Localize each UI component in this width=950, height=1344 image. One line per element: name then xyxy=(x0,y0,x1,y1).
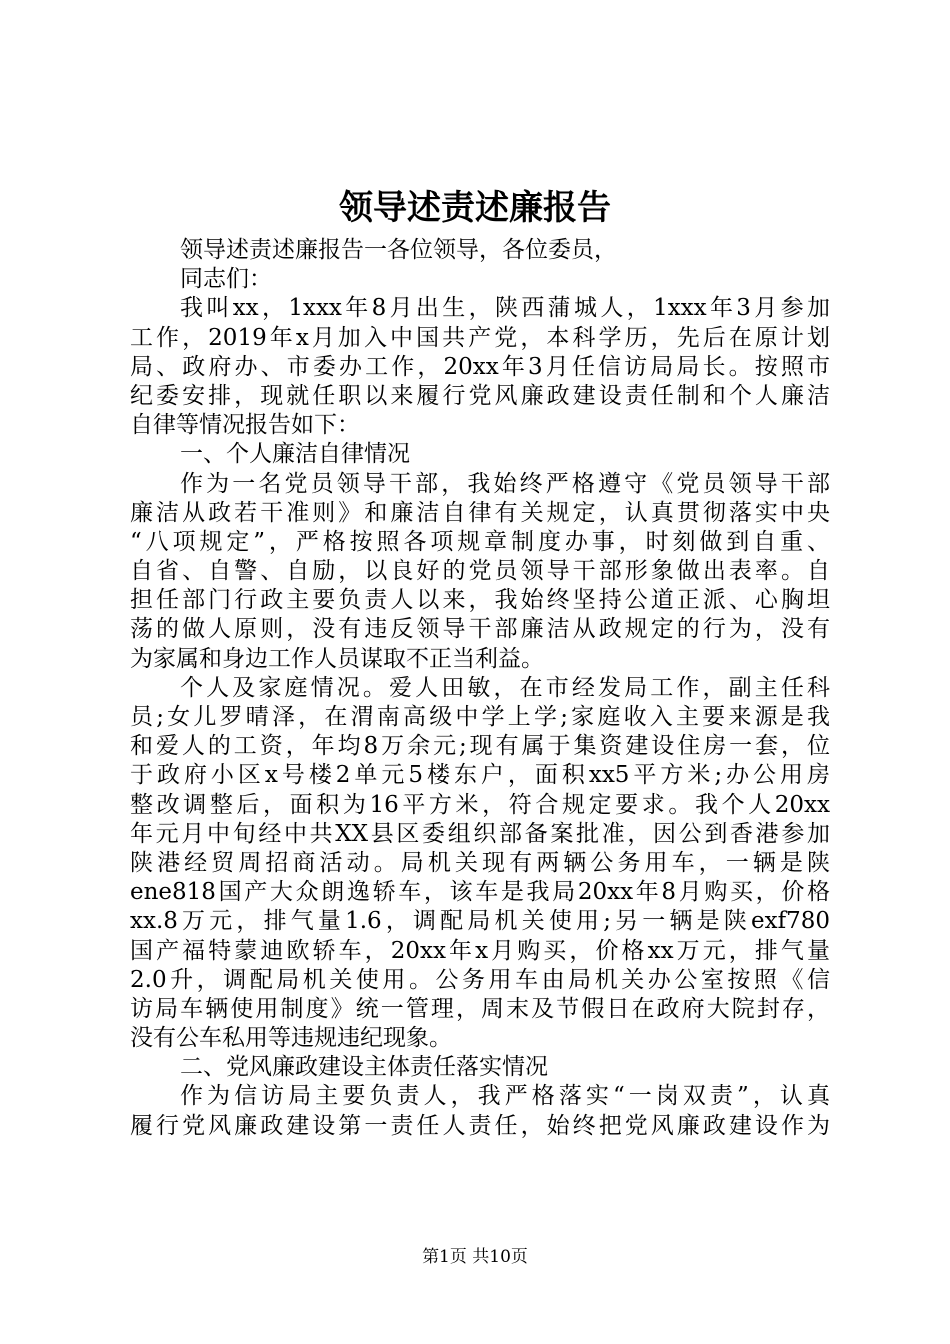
text-line: 工作，2019年x月加入中国共产党，本科学历，先后在原计划 xyxy=(130,324,830,351)
page-footer: 第1页 共10页 xyxy=(422,1247,528,1267)
text-line: 领导述责述廉报告一各位领导，各位委员， xyxy=(180,237,617,263)
text-line: 履行党风廉政建设第一责任人责任，始终把党风廉政建设作为 xyxy=(130,1112,830,1139)
text-line: 国产福特蒙迪欧轿车，20xx年x月购买，价格xx万元，排气量 xyxy=(130,937,830,964)
text-line: 我叫xx，1xxx年8月出生，陕西蒲城人，1xxx年3月参加 xyxy=(180,295,830,322)
text-line: 陕港经贸周招商活动。局机关现有两辆公务用车，一辆是陕 xyxy=(130,849,830,876)
text-line: 和爱人的工资，年均8万余元;现有属于集资建设住房一套，位 xyxy=(130,733,830,760)
text-line: 员;女儿罗晴泽，在渭南高级中学上学;家庭收入主要来源是我 xyxy=(130,704,830,730)
text-line: 为家属和身边工作人员谋取不正当利益。 xyxy=(130,645,544,672)
text-line: 荡的做人原则，没有违反领导干部廉洁从政规定的行为，没有 xyxy=(130,616,830,643)
text-line: 年元月中旬经中共XX县区委组织部备案批准，因公到香港参加 xyxy=(130,820,830,847)
text-line: 没有公车私用等违规违纪现象。 xyxy=(130,1025,452,1052)
text-line: 整改调整后，面积为16平方米，符合规定要求。我个人20xx xyxy=(130,791,830,818)
text-line: 纪委安排，现就任职以来履行党风廉政建设责任制和个人廉洁 xyxy=(130,382,830,409)
text-line: 同志们： xyxy=(180,266,272,293)
document-body xyxy=(130,236,830,1141)
text-line: 局、政府办、市委办工作，20xx年3月任信访局局长。按照市 xyxy=(130,353,830,380)
text-line: 廉洁从政若干准则》和廉洁自律有关规定，认真贯彻落实中央 xyxy=(130,499,830,526)
text-line: 作为信访局主要负责人，我严格落实“一岗双责”，认真 xyxy=(180,1083,830,1110)
text-line: 于政府小区x号楼2单元5楼东户，面积xx5平方米;办公用房 xyxy=(130,762,830,789)
text-line: 个人及家庭情况。爱人田敏，在市经发局工作，副主任科 xyxy=(180,674,830,701)
text-line: 自省、自警、自励，以良好的党员领导干部形象做出表率。自 xyxy=(130,558,830,585)
text-line: 自律等情况报告如下： xyxy=(130,412,360,439)
text-line: ene818国产大众朗逸轿车，该车是我局20xx年8月购买，价格 xyxy=(130,879,830,906)
text-line: xx.8万元，排气量1.6，调配局机关使用;另一辆是陕exf780 xyxy=(130,908,830,935)
document-title: 领导述责述廉报告 xyxy=(339,188,611,228)
text-line: 担任部门行政主要负责人以来，我始终坚持公道正派、心胸坦 xyxy=(130,587,830,614)
text-line: 作为一名党员领导干部，我始终严格遵守《党员领导干部 xyxy=(180,470,830,497)
text-line: 2.0升，调配局机关使用。公务用车由局机关办公室按照《信 xyxy=(130,966,830,993)
text-line: “八项规定”，严格按照各项规章制度办事，时刻做到自重、 xyxy=(130,528,830,555)
section-heading: 一、个人廉洁自律情况 xyxy=(180,441,410,468)
section-heading: 二、党风廉政建设主体责任落实情况 xyxy=(180,1054,548,1081)
text-line: 访局车辆使用制度》统一管理，周末及节假日在政府大院封存， xyxy=(130,995,830,1022)
